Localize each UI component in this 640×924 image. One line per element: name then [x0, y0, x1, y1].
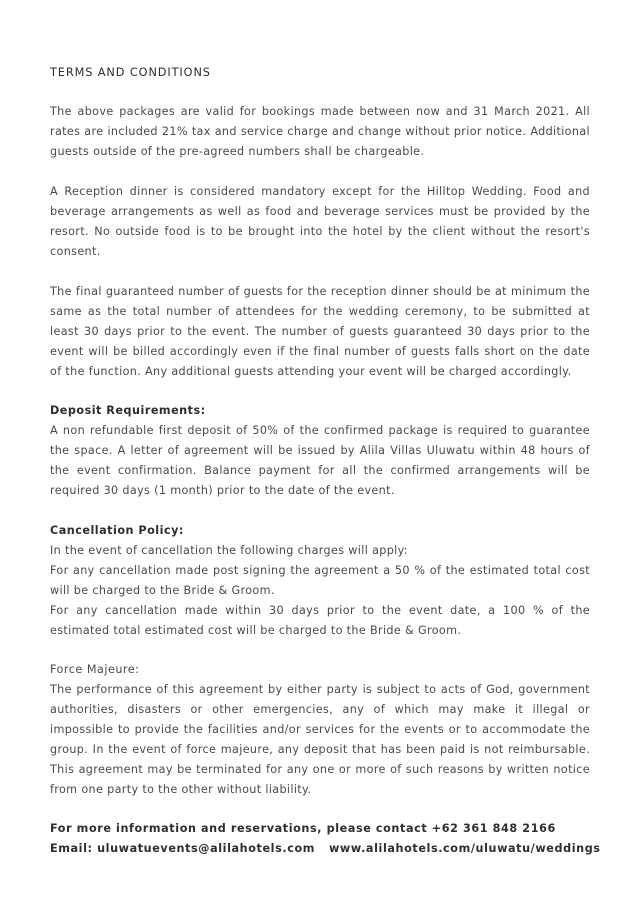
cancellation-heading: Cancellation Policy:: [50, 524, 184, 537]
contact-links: [50, 842, 601, 855]
cancellation-item-within-30-days: For any cancellation made within 30 days prior to the event date, a 100 % of the estimated total estimated cost will be charged to the Bride & Groom.: [50, 604, 590, 637]
cancellation-item-post-signing: For any cancellation made post signing the agreement a 50 % of the estimated total cost will be charged to the Bride & Groom.: [50, 564, 590, 597]
deposit-paragraph: A non refundable first deposit of 50% of the confirmed package is required to guarantee the space. A letter of agreement will be issued by Alila Villas Uluwatu within 48 hours of the event confirmation. Balance payment for all the confirmed arrangements will be required 30 days (1 month) prior to the date of the event.: [50, 424, 590, 497]
reception-paragraph: A Reception dinner is considered mandatory except for the Hilltop Wedding. Food and beverage arrangements as well as food and beverage services must be provided by the resort. No outside food is to be brought into the hotel by the client without the resort's consent.: [50, 185, 590, 258]
page-title: TERMS AND CONDITIONS: [50, 66, 211, 79]
contact-info: For more information and reservations, please contact +62 361 848 2166: [50, 822, 556, 835]
guaranteed-guests-paragraph: The final guaranteed number of guests for the reception dinner should be at minimum the same as the total number of attendees for the wedding ceremony, to be submitted at least 30 days prior to the event. The number of guests guaranteed 30 days prior to the event will be billed accordingly even if the final number of guests falls short on the date of the function. Any additional guests attending your event will be charged accordingly.: [50, 285, 590, 378]
validity-paragraph: The above packages are valid for bookings made between now and 31 March 2021. All rates are included 21% tax and service charge and change without prior notice. Additional guests outside of the pre-agreed numbers shall be chargeable.: [50, 105, 590, 158]
cancellation-intro: In the event of cancellation the following charges will apply:: [50, 544, 408, 557]
deposit-heading: Deposit Requirements:: [50, 404, 206, 417]
force-majeure-heading: Force Majeure:: [50, 663, 140, 676]
contact-website[interactable]: www.alilahotels.com/uluwatu/weddings: [328, 842, 601, 855]
force-majeure-paragraph: The performance of this agreement by either party is subject to acts of God, government authorities, disasters or other emergencies, any of which may make it illegal or impossible to provide the facilities and/or services for the events or to accommodate the group. In the event of force majeure, any deposit that has been paid is not reimbursable. This agreement may be terminated for any one or more of such reasons by written notice from one party to the other without liability.: [50, 683, 590, 796]
contact-email[interactable]: Email: uluwatuevents@alilahotels.com: [50, 842, 315, 855]
